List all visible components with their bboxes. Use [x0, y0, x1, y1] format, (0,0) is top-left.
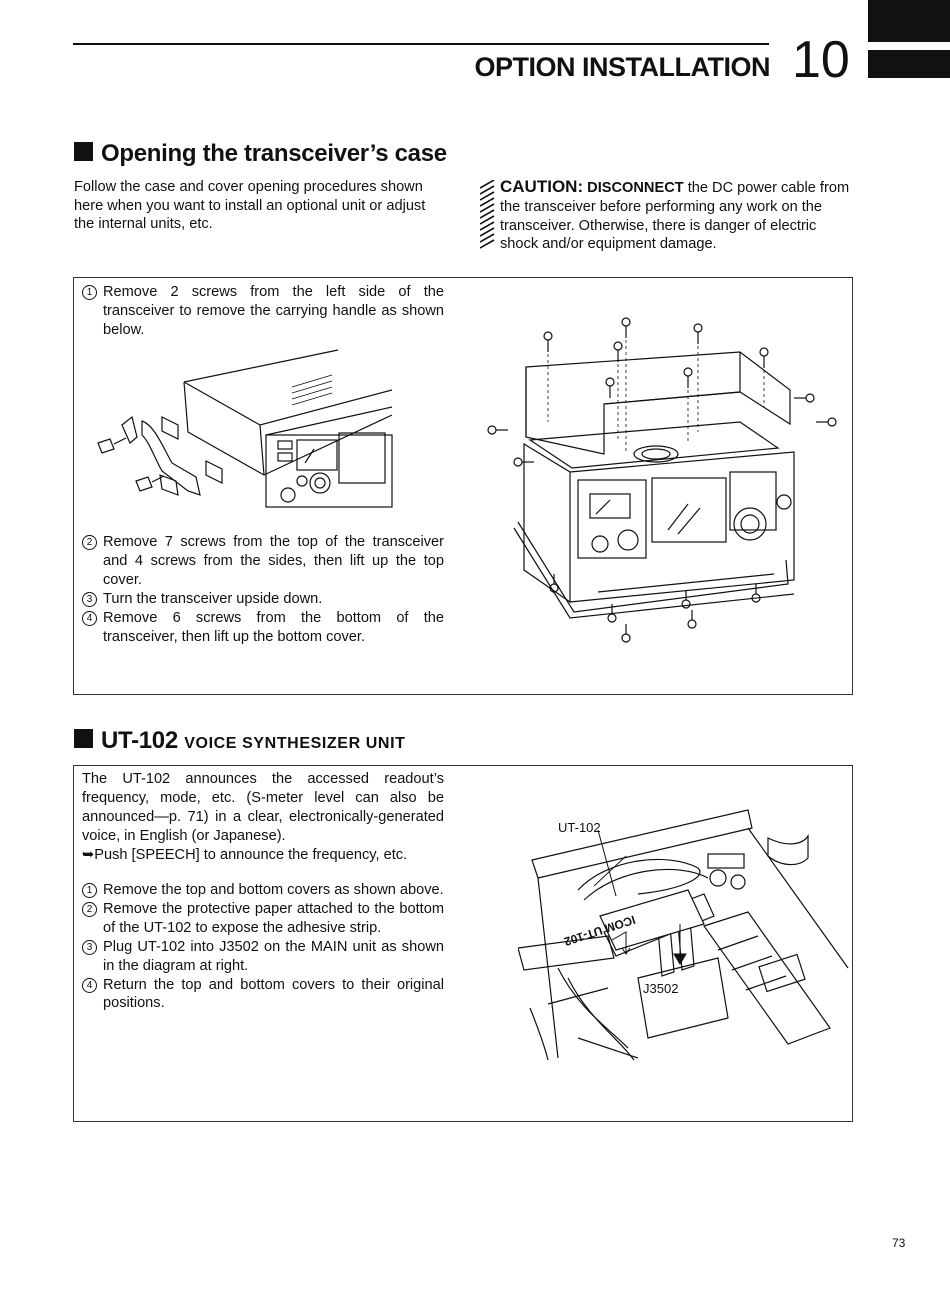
- label-ut102: UT-102: [558, 820, 601, 835]
- ut102-text: [82, 770, 444, 883]
- ut102-steps: [76, 881, 444, 1013]
- ut102-step-3: 3 Plug UT-102 into J3502 on the MAIN unit as shown in the diagram at right.: [76, 938, 444, 976]
- caution-emphasis: DISCONNECT: [587, 180, 684, 196]
- step-number: 3: [82, 592, 97, 607]
- ut102-step-2: 2 Remove the protective paper attached to the bottom of the UT-102 to expose the adhesive strip.: [76, 900, 444, 938]
- step-number: 1: [82, 883, 97, 898]
- ut102-step-1: 1 Remove the top and bottom covers as shown above.: [76, 881, 444, 900]
- caution-label: CAUTION:: [500, 177, 584, 196]
- step-number: 2: [82, 535, 97, 550]
- case-steps-b: [76, 533, 444, 646]
- unit-marking: ICOM UT-102: [562, 912, 638, 949]
- handle-removal-illustration: [92, 345, 397, 525]
- section-heading-ut102: UT-102 VOICE SYNTHESIZER UNIT: [74, 727, 406, 755]
- step-number: 3: [82, 940, 97, 955]
- section-heading-opening-case: Opening the transceiver’s case: [74, 140, 447, 168]
- speech-note: ➥Push [SPEECH] to announce the frequency, etc.: [82, 846, 408, 863]
- caution-hatch-icon: [480, 180, 496, 250]
- ut102-install-illustration: [518, 808, 850, 1068]
- case-step-4: 4 Remove 6 screws from the bottom of the transceiver, then lift up the bottom cover.: [76, 609, 444, 647]
- label-j3502: J3502: [643, 981, 679, 996]
- step-number: 4: [82, 611, 97, 626]
- step-number: 4: [82, 978, 97, 993]
- section1-intro: Follow the case and cover opening procedures shown here when you want to install an optional unit or adjust the internal units, etc.: [74, 179, 426, 233]
- caution-text: the DC power cable from the transceiver before performing any work on the transceiver. Otherwise, there is danger of electric shock and/or equipment damage.: [500, 180, 850, 253]
- chapter-title: OPTION INSTALLATION: [474, 52, 770, 82]
- step-number: 1: [82, 285, 97, 300]
- case-step-1: 1 Remove 2 screws from the left side of the transceiver to remove the carrying handle as shown below.: [76, 283, 444, 340]
- case-exploded-illustration: [478, 312, 850, 652]
- ut102-intro: The UT-102 announces the accessed readout’s frequency, mode, etc. (S-meter level can also be announced—p. 71) in a clear, electronically-generated voice, in English (or Japanese).: [82, 771, 444, 844]
- caution-notice: [500, 178, 855, 254]
- chapter-number: 10: [792, 31, 850, 89]
- ut102-step-4: 4 Return the top and bottom covers to their original positions.: [76, 976, 444, 1014]
- step-number: 2: [82, 902, 97, 917]
- chapter-tab-top: [868, 0, 950, 42]
- square-bullet-icon: [74, 142, 93, 161]
- page-number: 73: [892, 1236, 906, 1250]
- case-step-2: 2 Remove 7 screws from the top of the transceiver and 4 screws from the sides, then lift up the top cover.: [76, 533, 444, 590]
- chapter-tab-marker: [868, 50, 950, 78]
- case-step-3: 3 Turn the transceiver upside down.: [76, 590, 444, 609]
- square-bullet-icon: [74, 729, 93, 748]
- case-steps-a: [76, 283, 444, 340]
- header-rule: [73, 43, 769, 45]
